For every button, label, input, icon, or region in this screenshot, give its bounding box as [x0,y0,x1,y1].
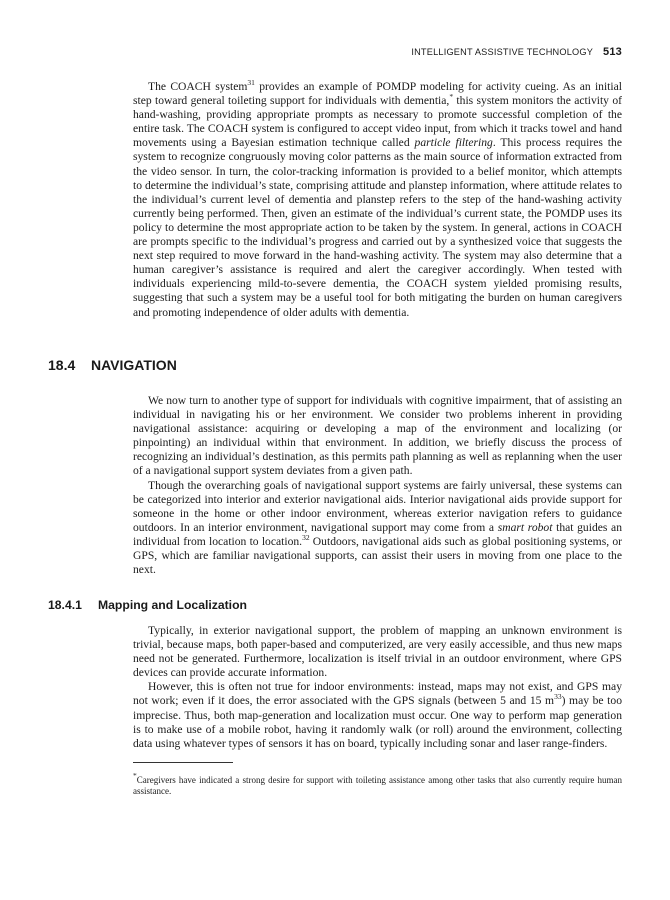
footnote-marker: * [133,771,137,780]
navigation-paragraph-1: We now turn to another type of support for individuals with cognitive impairment, that of assisting an individual in navigating his or her environment. We consider two problems inherent in providing navigational assistance: acquiring or developing a map of the environment and localizing (or pinpointing) an individual within that environment. In addition, we briefly discuss the process of recognizing an individual’s destination, as this permits path planning as well as replanning when the user of a navigational support system deviates from a given path. [133,394,622,478]
coach-paragraph: The COACH system$^{31}$ provides an example of POMDP modeling for activity cueing. As an initial step toward general toileting support for individuals with dementia,* this system monitors the activity of hand-washing, providing appropriate prompts as necessary to promote successful completion of the entire task. The COACH system is configured to accept video input, from which it tracks towel and hand movements using a Bayesian estimation technique called particle filtering. This process requires the system to recognize congruously moving color patterns as the main source of information extracted from the video sensor. In turn, the color-tracking information is provided to a belief monitor, which attempts to determine the individual’s state, comprising attitude and planstep information, where attitude relates to the individual’s current level of dementia and planstep refers to the step of the hand-washing activity currently being performed. Then, given an estimate of the individual’s current state, the POMDP uses its policy to determine the most appropriate action to be taken by the system. In general, actions in COACH are prompts specific to the individual’s progress and carried out by a synthesized voice that suggests the next step required to move forward in the hand-washing activity. The system may also determine that a human caregiver’s assistance is required and alert the caregiver accordingly. When tested with individuals experiencing mild-to-severe dementia, the COACH system yielded promising results, suggesting that such a system may be a useful tool for both mitigating the burden on human caregivers and promoting independence of older adults with dementia. [133,78,622,319]
running-head-title: INTELLIGENT ASSISTIVE TECHNOLOGY [411,47,594,57]
subsection-heading [48,598,247,612]
emphasis-term: smart robot [497,520,553,534]
mapping-paragraph-2: However, this is often not true for indoor environments: instead, maps may not exist, and GPS may not work; even if it does, the error associated with the GPS signals (between 5 and 15 $m^{33}$) may be too imprecise. Thus, both map-generation and localization must occur. One way to perform map generation is to make use of a mobile robot, having it randomly walk (or roll) around the environment, collecting data using whatever types of sensors it has on board, typically including sonar and laser range-finders. [133,680,622,750]
subsection-title: Mapping and Localization [98,598,247,612]
section-title: NAVIGATION [91,357,177,373]
footnote-text: Caregivers have indicated a strong desire for support with toileting assistance among other tasks that also currently require human assistance. [133,775,622,796]
section-heading [48,357,177,373]
mapping-paragraph-block [133,624,622,751]
footnote [133,771,622,797]
citation-ref: 32 [302,532,310,542]
citation-ref: 31 [247,78,255,87]
subsection-number: 18.4.1 [48,598,82,612]
mapping-paragraph-1: Typically, in exterior navigational support, the problem of mapping an unknown environment is trivial, because maps, both paper-based and computerized, are very easily accessible, and thus new maps need not be generated. Furthermore, localization is itself trivial in an outdoor environment, where GPS devices can provide accurate information. [133,624,622,680]
citation-ref: 33 [554,692,562,702]
footnote-divider [133,762,233,763]
section-number: 18.4 [48,357,76,373]
page-number: 513 [603,46,622,58]
emphasis-term: particle filtering [414,136,493,150]
coach-paragraph-block [133,80,622,320]
navigation-paragraph-block [133,394,622,577]
running-head [411,46,622,58]
footnote-marker: * [449,92,454,102]
navigation-paragraph-2: Though the overarching goals of navigational support systems are fairly universal, these systems can be categorized into interior and exterior navigational aids. Interior navigational aids provide support for someone in the home or other indoor environment, whereas exterior navigation refers to guidance outdoors. In an interior environment, navigational support may come from a smart robot that guides an individual from location to location.$^{32}$ Outdoors, navigational aids such as global positioning systems, or GPS, which are familiar navigational supports, can assist their users in moving from one place to the next. [133,478,622,577]
